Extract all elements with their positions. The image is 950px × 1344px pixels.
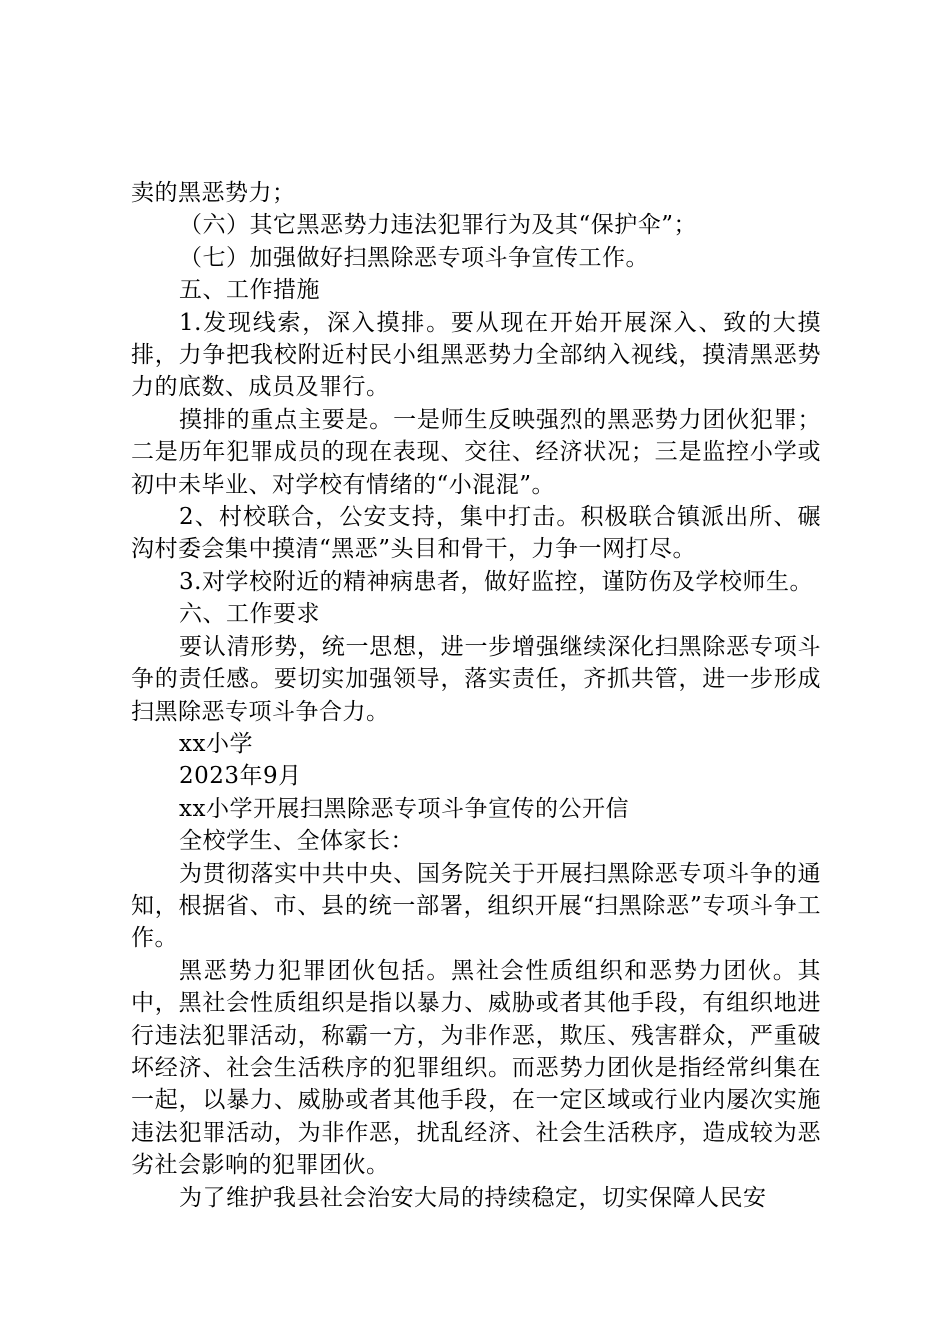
paragraph-requirements: 要认清形势，统一思想，进一步增强继续深化扫黑除恶专项斗争的责任感。要切实加强领导，落实责任，齐抓共管，进一步形成扫黑除恶专项斗争合力。 xyxy=(131,633,821,725)
signature-school: xx小学 xyxy=(179,730,253,757)
paragraph-purpose: 为了维护我县社会治安大局的持续稳定，切实保障人民安 xyxy=(179,1184,767,1211)
document-body xyxy=(131,177,821,1214)
paragraph-measure-2: 2、村校联合，公安支持，集中打击。积极联合镇派出所、碾沟村委会集中摸清“黑恶”头目和骨干，力争一网打尽。 xyxy=(131,504,821,563)
signature-date: 2023年9月 xyxy=(179,763,302,790)
paragraph-continuation: 卖的黑恶势力； xyxy=(131,180,296,206)
section-heading-measures: 五、工作措施 xyxy=(179,277,320,304)
paragraph-measure-1: 1.发现线索，深入摸排。要从现在开始开展深入、致的大摸排，力争把我校附近村民小组黑恶势力全部纳入视线，摸清黑恶势力的底数、成员及罪行。 xyxy=(131,309,821,401)
paragraph-measure-3: 3.对学校附近的精神病患者，做好监控，谨防伤及学校师生。 xyxy=(179,568,813,595)
paragraph-item-seven: （七）加强做好扫黑除恶专项斗争宣传工作。 xyxy=(179,244,649,271)
paragraph-letter-intro: 为贯彻落实中共中央、国务院关于开展扫黑除恶专项斗争的通知，根据省、市、县的统一部署，组织开展“扫黑除恶”专项斗争工作。 xyxy=(131,860,821,952)
paragraph-investigation-focus: 摸排的重点主要是。一是师生反映强烈的黑恶势力团伙犯罪；二是历年犯罪成员的现在表现、交往、经济状况；三是监控小学或初中未毕业、对学校有情绪的“小混混”。 xyxy=(131,406,821,498)
section-heading-requirements: 六、工作要求 xyxy=(179,601,320,628)
letter-salutation: 全校学生、全体家长： xyxy=(179,828,414,855)
paragraph-item-six: （六）其它黑恶势力违法犯罪行为及其“保护伞”； xyxy=(179,212,698,239)
letter-title: xx小学开展扫黑除恶专项斗争宣传的公开信 xyxy=(179,795,629,822)
paragraph-definition: 黑恶势力犯罪团伙包括。黑社会性质组织和恶势力团伙。其中，黑社会性质组织是指以暴力、威胁或者其他手段，有组织地进行违法犯罪活动，称霸一方，为非作恶，欺压、残害群众，严重破坏经济、社会生活秩序的犯罪组织。而恶势力团伙是指经常纠集在一起，以暴力、威胁或者其他手段，在一定区域或行业内屡次实施违法犯罪活动，为非作恶，扰乱经济、社会生活秩序，造成较为恶劣社会影响的犯罪团伙。 xyxy=(131,957,821,1179)
